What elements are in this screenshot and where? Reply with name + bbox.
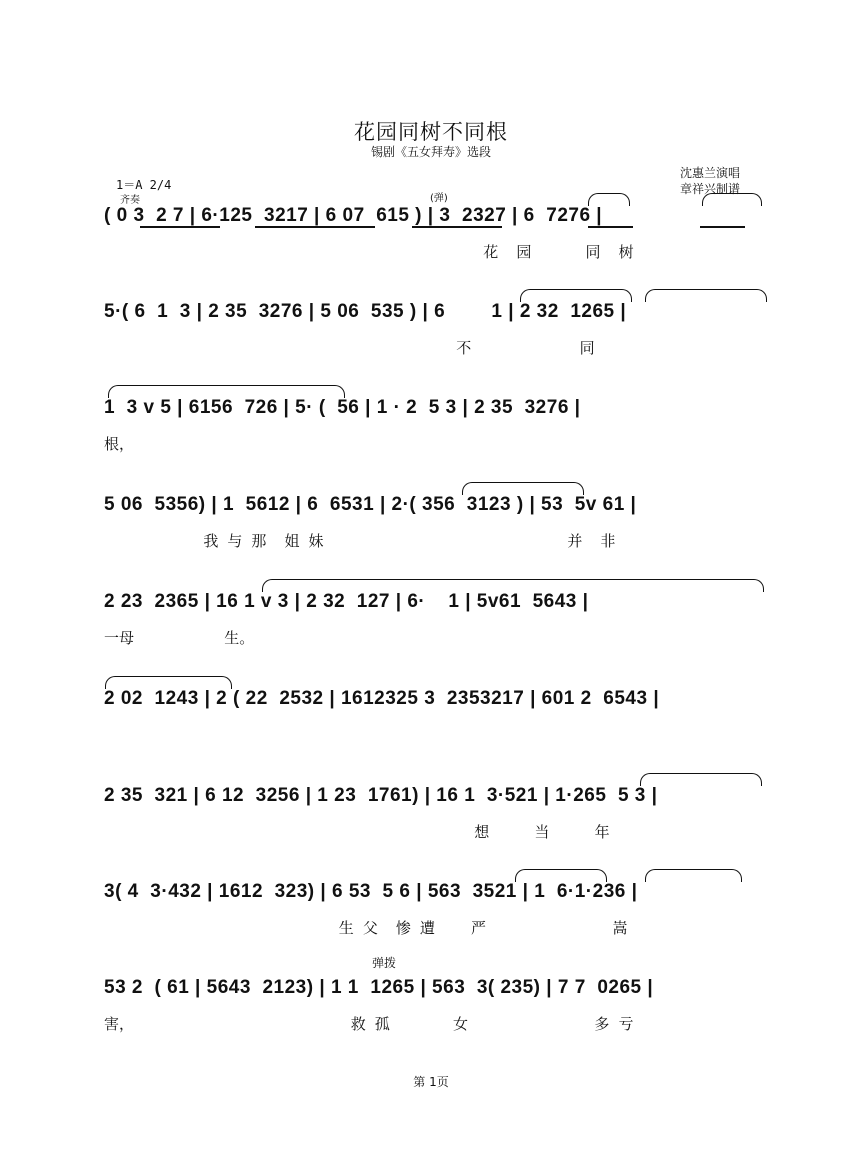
lyrics-line: 害， 救 孤 女 多 亏 (104, 1015, 634, 1033)
notation-line: ( 0 3 2 7 | 6·125 3217 | 6 07 615 ) | 3 2327 | 6 7276 | (104, 205, 603, 226)
notation-line: 2 35 321 | 6 12 3256 | 1 23 1761) | 16 1 3·521 | 1·265 5 3 | (104, 785, 658, 806)
lyrics-line: 不 同 (104, 339, 595, 357)
slur-mark (640, 773, 762, 786)
lyrics-line: 我 与 那 姐 妹 并 非 (104, 532, 616, 550)
page-number: 第 1页 (413, 1075, 449, 1089)
slur-mark (645, 869, 742, 882)
arranger-credit: 章祥兴制谱 (680, 182, 741, 196)
beam-line (588, 226, 633, 228)
lyrics-line: 生 父 惨 遭 严 嵩 (104, 919, 628, 937)
lyrics-line: 根， (104, 435, 135, 453)
beam-line (700, 226, 745, 228)
slur-mark (262, 579, 764, 592)
key-time-signature: 1＝A 2/4 (116, 178, 172, 192)
notation-line: 5 06 5356) | 1 5612 | 6 6531 | 2·( 356 3123 ) | 53 5v 61 | (104, 494, 637, 515)
lyrics-line: 想 当 年 (104, 823, 610, 841)
lyrics-line: 花 园 同 树 (104, 243, 634, 261)
beam-line (412, 226, 502, 228)
slur-mark (520, 289, 632, 302)
pluck-mark-2: 弹拨 (372, 956, 397, 970)
slur-mark (588, 193, 630, 206)
notation-line: 53 2 ( 61 | 5643 2123) | 1 1 1265 | 563 3( 235) | 7 7 0265 | (104, 977, 654, 998)
notation-line: 5·( 6 1 3 | 2 35 3276 | 5 06 535 ) | 6 1 | 2 32 1265 | (104, 301, 627, 322)
notation-line: 1 3 v 5 | 6156 726 | 5· ( 56 | 1 · 2 5 3 | 2 35 3276 | (104, 397, 581, 418)
slur-mark (515, 869, 607, 882)
score-subtitle: 锡剧《五女拜寿》选段 (370, 145, 491, 159)
lyrics-line: 一母 生。 (104, 629, 255, 647)
singer-credit: 沈惠兰演唱 (680, 166, 741, 180)
intro-mark: 齐奏 (120, 195, 140, 206)
slur-mark (105, 676, 232, 689)
score-title: 花园同树不同根 (354, 120, 508, 144)
notation-line: 3( 4 3·432 | 1612 323) | 6 53 5 6 | 563 3521 | 1 6·1·236 | (104, 881, 638, 902)
notation-line: 2 23 2365 | 16 1 v 3 | 2 32 127 | 6· 1 | 5v61 5643 | (104, 591, 589, 612)
beam-line (255, 226, 375, 228)
slur-mark (462, 482, 584, 495)
slur-mark (645, 289, 767, 302)
notation-line: 2 02 1243 | 2 ( 22 2532 | 1612325 3 2353217 | 601 2 6543 | (104, 688, 660, 709)
slur-mark (702, 193, 762, 206)
slur-mark (108, 385, 345, 398)
pluck-mark: (弹) (430, 193, 448, 204)
beam-line (140, 226, 220, 228)
